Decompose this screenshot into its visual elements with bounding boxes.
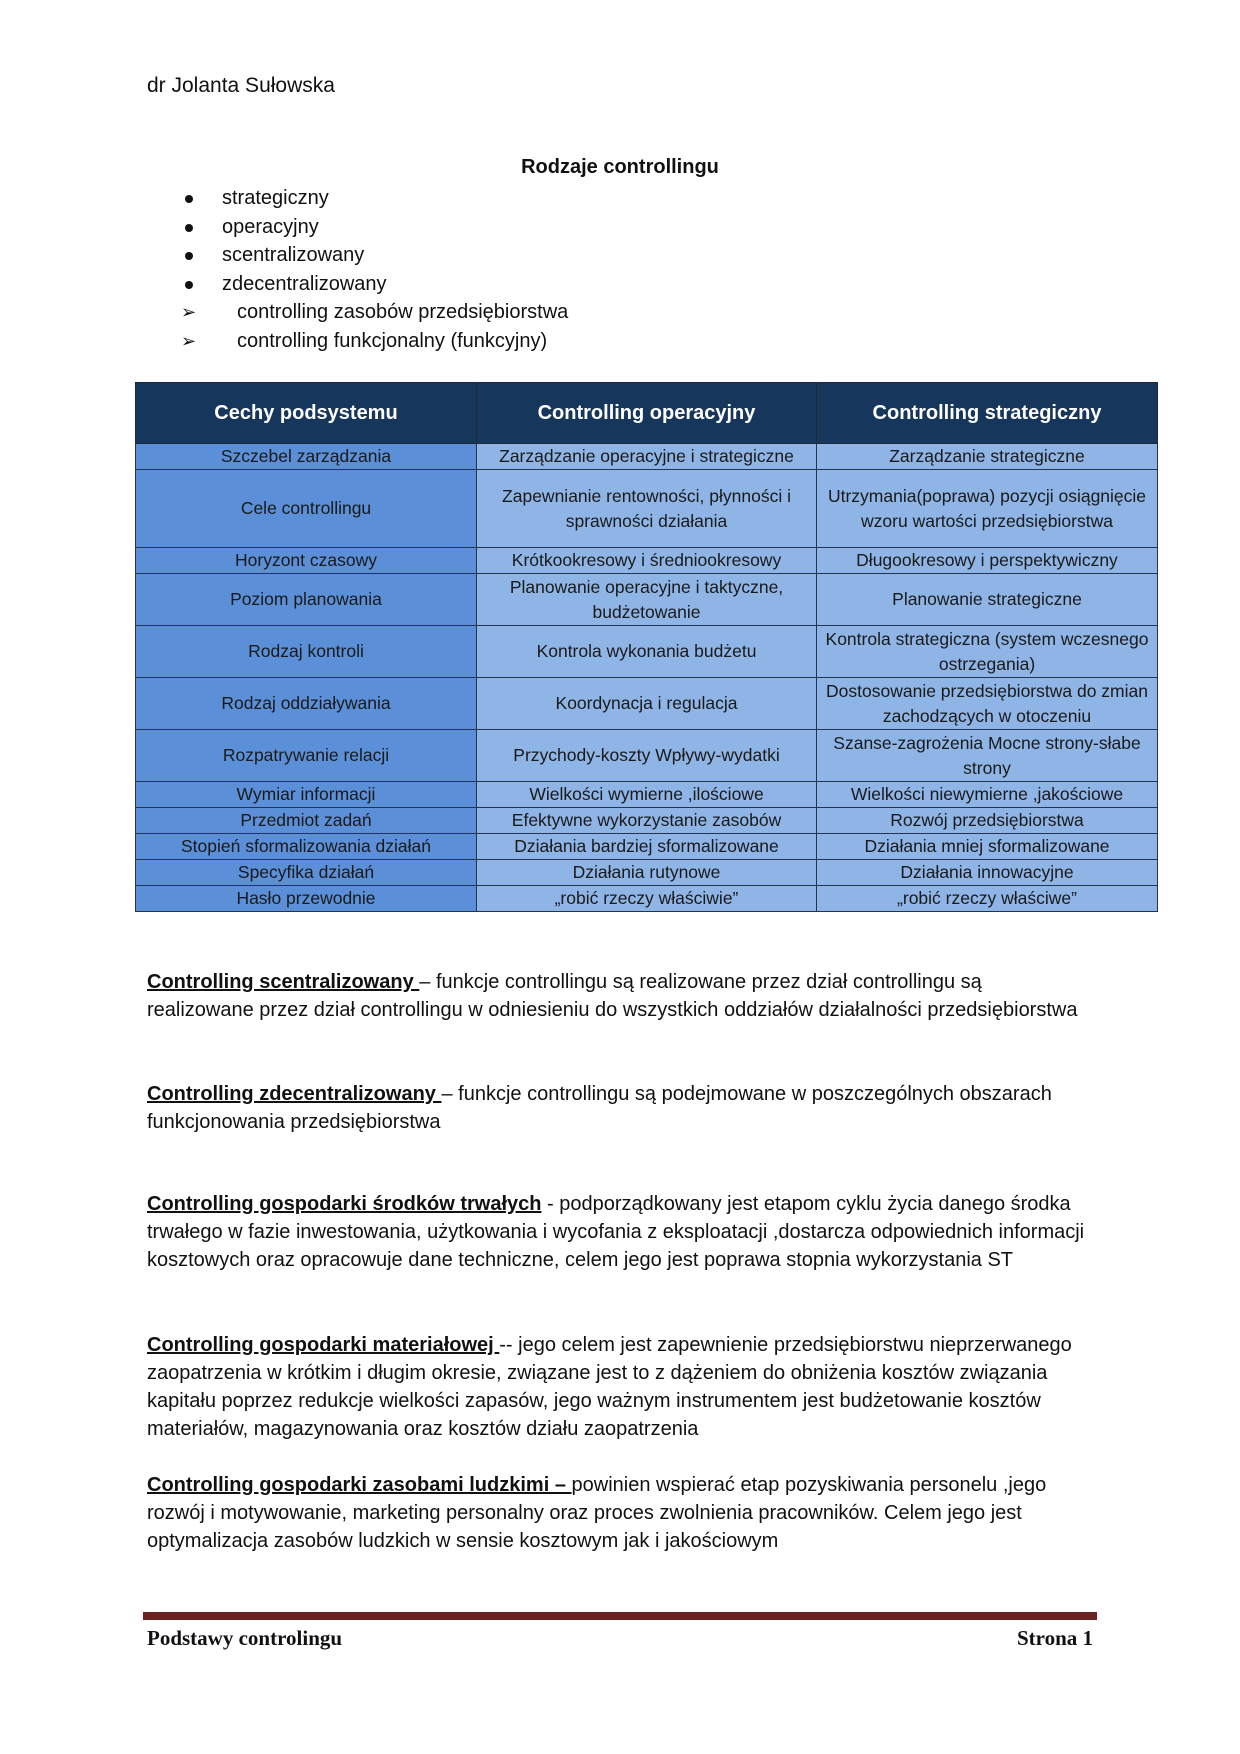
table-cell: Stopień sformalizowania działań — [136, 834, 477, 860]
table-row — [136, 444, 1158, 470]
table-cell: Zarządzanie operacyjne i strategiczne — [477, 444, 817, 470]
definition-paragraph — [147, 1080, 1087, 1136]
table-row — [136, 678, 1158, 730]
definition-paragraph — [147, 968, 1087, 1024]
table-row — [136, 782, 1158, 808]
table-cell: Horyzont czasowy — [136, 548, 477, 574]
table-cell: Koordynacja i regulacja — [477, 678, 817, 730]
table-row — [136, 834, 1158, 860]
table-header-cell: Cechy podsystemu — [136, 383, 477, 444]
definition-text: - podporządkowany jest etapom cyklu życia danego środka trwałego w fazie inwestowania, użytkowania i wycofania z eksploatacji ,dostarcza odpowiednich informacji kosztowych oraz opracowuje dane techniczne, celem jego jest poprawa stopnia wykorzystania ST — [147, 1193, 1085, 1271]
comparison-table — [135, 382, 1158, 912]
definition-paragraph — [147, 1190, 1087, 1274]
table-cell: Poziom planowania — [136, 574, 477, 626]
list-item: ➢ controlling funkcjonalny (funkcyjny) — [185, 327, 568, 356]
table-cell: Rozwój przedsiębiorstwa — [817, 808, 1158, 834]
table-cell: Dostosowanie przedsiębiorstwa do zmian zachodzących w otoczeniu — [817, 678, 1158, 730]
page-number: Strona 1 — [1016, 1626, 1093, 1650]
table-cell: Wielkości niewymierne ,jakościowe — [817, 782, 1158, 808]
table-cell: Przychody-koszty Wpływy-wydatki — [477, 730, 817, 782]
table-cell: Planowanie operacyjne i taktyczne, budżetowanie — [477, 574, 817, 626]
definition-term: Controlling gospodarki zasobami ludzkimi – — [147, 1474, 572, 1496]
table-cell: Hasło przewodnie — [136, 886, 477, 912]
table-cell: Działania bardziej sformalizowane — [477, 834, 817, 860]
definition-text: -- jego celem jest zapewnienie przedsiębiorstwu nieprzerwanego zaopatrzenia w krótkim i długim okresie, związane jest to z dążeniem do obniżenia kosztów związania kapitału poprzez redukcje wielkości zapasów, jego ważnym instrumentem jest budżetowanie kosztów materiałów, magazynowania oraz kosztów działu zaopatrzenia — [147, 1334, 1072, 1440]
table-cell: Rodzaj oddziaływania — [136, 678, 477, 730]
table-header-row — [136, 383, 1158, 444]
definition-term: Controlling gospodarki środków trwałych — [147, 1193, 542, 1215]
table-row — [136, 886, 1158, 912]
table-cell: Wymiar informacji — [136, 782, 477, 808]
arrow-bullet-icon: ➢ — [181, 330, 197, 351]
definition-term: Controlling gospodarki materiałowej — [147, 1334, 500, 1356]
bullet-icon — [185, 252, 193, 260]
footer-divider — [143, 1612, 1097, 1620]
definition-text: – funkcje controllingu są podejmowane w poszczególnych obszarach funkcjonowania przedsiębiorstwa — [147, 1083, 1052, 1133]
page-title: Rodzaje controllingu — [521, 156, 719, 178]
definition-term: Controlling scentralizowany — [147, 971, 420, 993]
table-cell: Planowanie strategiczne — [817, 574, 1158, 626]
table-cell: Szanse-zagrożenia Mocne strony-słabe strony — [817, 730, 1158, 782]
list-item: operacyjny — [185, 213, 568, 242]
table-cell: Kontrola strategiczna (system wczesnego ostrzegania) — [817, 626, 1158, 678]
table-cell: Rodzaj kontroli — [136, 626, 477, 678]
table-cell: Cele controllingu — [136, 470, 477, 548]
bullet-icon — [185, 281, 193, 289]
table-row — [136, 860, 1158, 886]
document-author: dr Jolanta Sułowska — [147, 74, 335, 97]
list-item: strategiczny — [185, 184, 568, 213]
table-row — [136, 574, 1158, 626]
arrow-bullet-icon: ➢ — [181, 302, 197, 322]
bullet-icon — [185, 195, 193, 203]
definition-text: – funkcje controllingu są realizowane przez dział controllingu są realizowane przez dział controllingu w odniesieniu do wszystkich oddziałów działalności przedsiębiorstwa — [147, 971, 1078, 1021]
table-header-cell: Controlling strategiczny — [817, 383, 1158, 444]
table-row — [136, 470, 1158, 548]
table-row — [136, 730, 1158, 782]
table-row — [136, 808, 1158, 834]
list-item: scentralizowany — [185, 241, 568, 270]
definition-paragraph — [147, 1331, 1087, 1443]
table-cell: Utrzymania(poprawa) pozycji osiągnięcie wzoru wartości przedsiębiorstwa — [817, 470, 1158, 548]
table-row — [136, 626, 1158, 678]
definition-text: powinien wspierać etap pozyskiwania personelu ,jego rozwój i motywowanie, marketing personalny oraz proces zwolnienia pracowników. Celem jego jest optymalizacja zasobów ludzkich w sensie kosztowym jak i jakościowym — [147, 1474, 1047, 1552]
table-cell: Specyfika działań — [136, 860, 477, 886]
table-cell: „robić rzeczy właściwie” — [477, 886, 817, 912]
list-item: zdecentralizowany — [185, 270, 568, 299]
table-cell: Zapewnianie rentowności, płynności i sprawności działania — [477, 470, 817, 548]
table-cell: „robić rzeczy właściwe” — [817, 886, 1158, 912]
table-cell: Przedmiot zadań — [136, 808, 477, 834]
table-cell: Efektywne wykorzystanie zasobów — [477, 808, 817, 834]
controlling-types-list — [181, 184, 569, 355]
table-cell: Kontrola wykonania budżetu — [477, 626, 817, 678]
table-cell: Działania mniej sformalizowane — [817, 834, 1158, 860]
definition-term: Controlling zdecentralizowany — [147, 1083, 442, 1105]
table-row — [136, 548, 1158, 574]
definition-paragraph — [147, 1471, 1087, 1555]
table-cell: Wielkości wymierne ,ilościowe — [477, 782, 817, 808]
table-cell: Długookresowy i perspektywiczny — [817, 548, 1158, 574]
table-cell: Rozpatrywanie relacji — [136, 730, 477, 782]
footer-title: Podstawy controlingu — [147, 1626, 343, 1650]
table-cell: Działania rutynowe — [477, 860, 817, 886]
table-header-cell: Controlling operacyjny — [477, 383, 817, 444]
list-item: ➢ controlling zasobów przedsiębiorstwa — [185, 298, 568, 327]
table-cell: Zarządzanie strategiczne — [817, 444, 1158, 470]
table-cell: Działania innowacyjne — [817, 860, 1158, 886]
bullet-icon — [185, 224, 193, 232]
table-cell: Szczebel zarządzania — [136, 444, 477, 470]
table-cell: Krótkookresowy i średniookresowy — [477, 548, 817, 574]
